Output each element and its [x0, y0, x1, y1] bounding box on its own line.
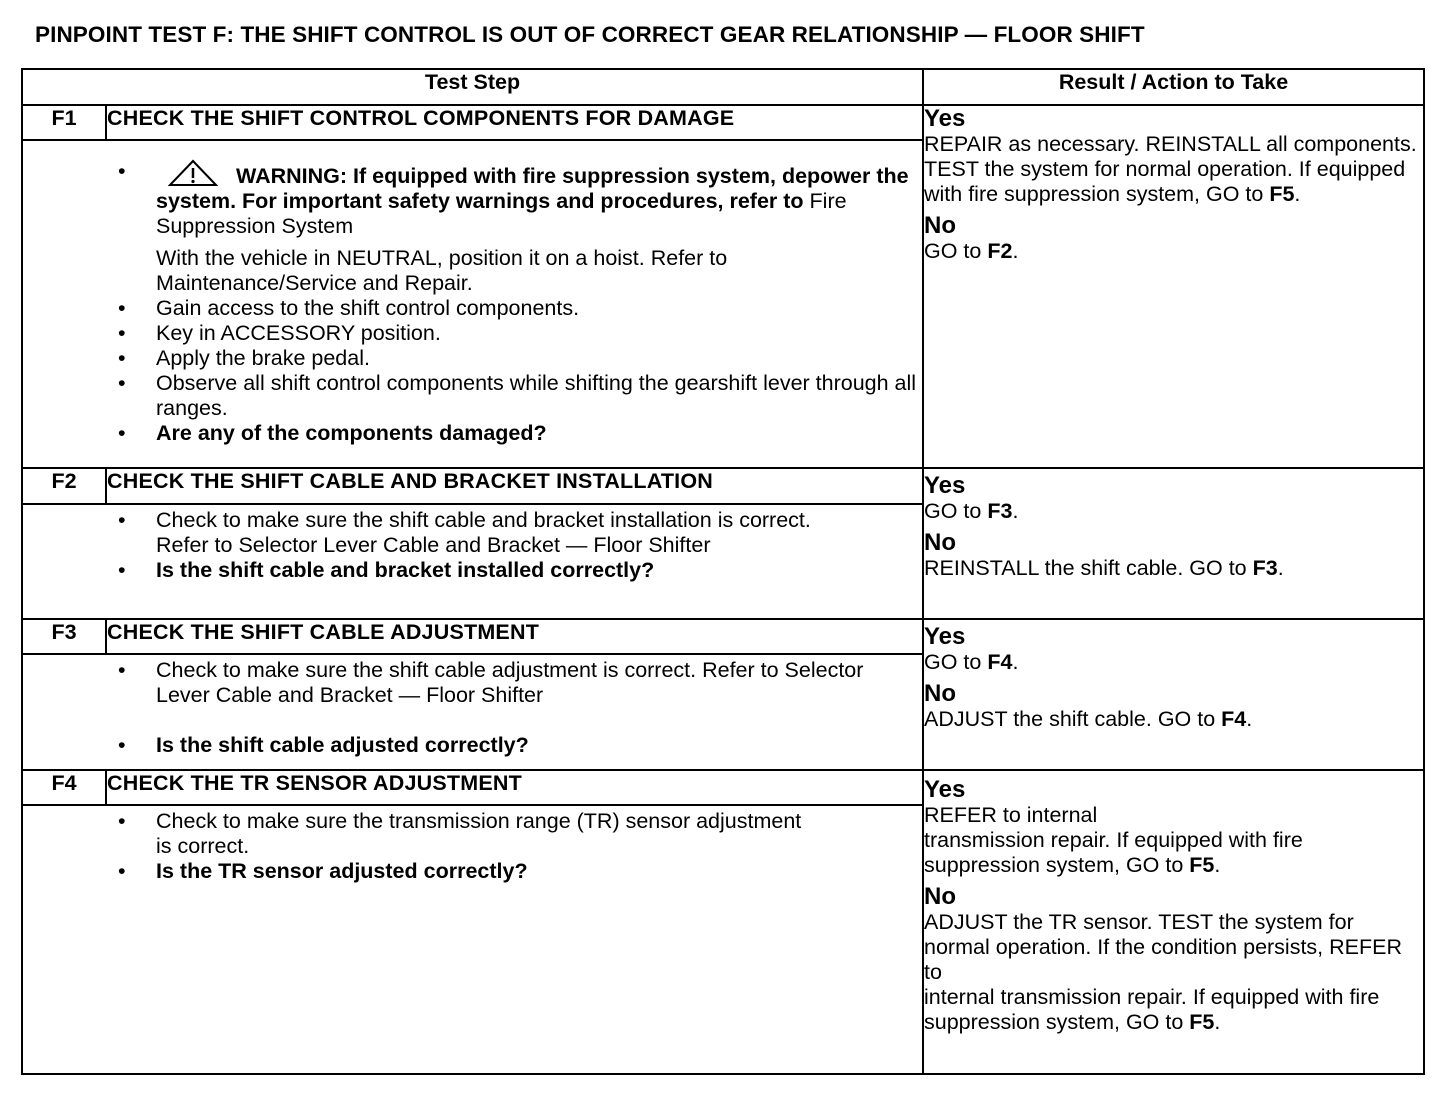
question-item: [23, 558, 922, 583]
no-label-f1: No: [924, 212, 956, 240]
bullet: •: [118, 321, 126, 346]
result-f4: [923, 770, 1424, 1074]
step-question-f2: Is the shift cable and bracket installed correctly?: [156, 557, 655, 582]
step-text: Observe all shift control components while shifting the gearshift lever through all ranges.: [156, 371, 917, 421]
no-text-f2: REINSTALL the shift cable. GO to: [924, 556, 1247, 581]
no-label-f4: No: [924, 883, 956, 911]
bullet: •: [118, 557, 126, 582]
step-heading-f1: CHECK THE SHIFT CONTROL COMPONENTS FOR DAMAGE: [106, 105, 923, 140]
bullet: •: [118, 733, 126, 758]
no-ref-f3: F4: [1221, 707, 1247, 732]
step-heading-f3: CHECK THE SHIFT CABLE ADJUSTMENT: [106, 619, 923, 654]
step-id-f2: F2: [22, 468, 106, 503]
yes-text-f3: GO to: [924, 650, 982, 675]
table-header-row: [22, 69, 1424, 105]
step-body-f4: [22, 805, 923, 1074]
step-id-f4: F4: [22, 770, 106, 805]
step-heading-f4: CHECK THE TR SENSOR ADJUSTMENT: [106, 770, 923, 805]
yes-action-f2: GO to F3.: [924, 499, 1019, 524]
step-body-f3: [22, 654, 923, 770]
bullet: •: [118, 346, 126, 371]
bullet: •: [118, 859, 126, 884]
step-text: Check to make sure the shift cable adjustment is correct. Refer to Selector Lever Cable and Bracket — Floor Shifter: [156, 658, 864, 708]
bullet: •: [118, 421, 126, 446]
step-text: Apply the brake pedal.: [156, 346, 370, 371]
result-f3: [923, 619, 1424, 770]
yes-label-f1: Yes: [924, 105, 966, 133]
step-text: Check to make sure the shift cable and bracket installation is correct. Refer to Selector Lever Cable and Bracket — Floor Shifter: [156, 507, 811, 557]
list-item: [23, 658, 922, 708]
bullet: •: [118, 296, 126, 321]
no-ref-f4: F5: [1189, 1010, 1215, 1035]
no-text-f3: ADJUST the shift cable. GO to: [924, 707, 1216, 732]
step-f2-heading-row: [22, 468, 1424, 503]
no-text-f4: internal transmission repair. If equipped with fire suppression system, GO to: [924, 985, 1380, 1035]
step-text: Gain access to the shift control components.: [156, 296, 580, 321]
list-item: [23, 371, 922, 421]
list-item: [23, 321, 922, 346]
no-label-f3: No: [924, 680, 956, 708]
yes-action-f4-line1: REFER to internal: [924, 803, 1098, 828]
bullet: •: [118, 658, 126, 683]
list-item: [23, 508, 922, 558]
test-step-header: Test Step: [22, 69, 923, 105]
yes-ref-f1: F5: [1269, 182, 1295, 207]
no-text-f1: GO to: [924, 239, 982, 264]
warning-triangle-icon: [168, 159, 218, 187]
bullet: •: [118, 507, 126, 532]
warning-label: WARNING: [236, 164, 340, 189]
step-text: Check to make sure the transmission range (TR) sensor adjustment is correct.: [156, 809, 802, 859]
yes-text-f1: REPAIR as necessary. REINSTALL all components. TEST the system for normal operation. If equipped with fire suppression system, GO to: [924, 132, 1417, 207]
bullet: •: [118, 371, 126, 396]
no-ref-f1: F2: [987, 239, 1013, 264]
yes-text-f4: transmission repair. If equipped with fire suppression system, GO to: [924, 828, 1303, 878]
warning-item-f1: [23, 159, 922, 239]
step-body-f2: [22, 504, 923, 620]
yes-label-f4: Yes: [924, 776, 966, 804]
yes-ref-f3: F4: [987, 650, 1013, 675]
question-item: [23, 733, 922, 758]
yes-text-f2: GO to: [924, 499, 982, 524]
yes-label-f3: Yes: [924, 623, 966, 651]
result-f1: [923, 105, 1424, 468]
step-f1-heading-row: [22, 105, 1424, 140]
yes-ref-f2: F3: [987, 499, 1013, 524]
result-header: Result / Action to Take: [923, 69, 1424, 105]
yes-action-f4: transmission repair. If equipped with fire suppression system, GO to F5.: [924, 828, 1303, 878]
step-text: Key in ACCESSORY position.: [156, 321, 441, 346]
step-body-f1: [22, 140, 923, 468]
yes-label-f2: Yes: [924, 472, 966, 500]
step-f4-heading-row: [22, 770, 1424, 805]
no-action-f4-line1: ADJUST the TR sensor. TEST the system for normal operation. If the condition persists, REFER to: [924, 910, 1402, 985]
yes-ref-f4: F5: [1189, 853, 1215, 878]
no-action-f4: internal transmission repair. If equipped with fire suppression system, GO to F5.: [924, 985, 1380, 1035]
warning-ref: Fire Suppression System: [156, 189, 847, 239]
bullet: •: [118, 159, 126, 184]
bullet: •: [118, 809, 126, 834]
step-heading-f2: CHECK THE SHIFT CABLE AND BRACKET INSTALLATION: [106, 468, 923, 503]
step-note-f1: With the vehicle in NEUTRAL, position it on a hoist. Refer to Maintenance/Service and Repair.: [156, 246, 728, 296]
list-item: [23, 346, 922, 371]
step-f3-heading-row: [22, 619, 1424, 654]
list-item: [23, 809, 922, 859]
warning-text: : If equipped with fire suppression system, depower the system. For important safety warnings and procedures, refer to: [156, 164, 909, 214]
no-action-f3: ADJUST the shift cable. GO to F4.: [924, 707, 1253, 732]
no-action-f1: GO to F2.: [924, 239, 1019, 264]
step-question-f4: Is the TR sensor adjusted correctly?: [156, 859, 528, 884]
step-id-f1: F1: [22, 105, 106, 140]
step-question-f3: Is the shift cable adjusted correctly?: [156, 733, 529, 758]
no-label-f2: No: [924, 529, 956, 557]
no-ref-f2: F3: [1252, 556, 1278, 581]
question-item: [23, 421, 922, 446]
pinpoint-test-table: [21, 68, 1425, 1075]
yes-action-f3: GO to F4.: [924, 650, 1019, 675]
step-question-f1: Are any of the components damaged?: [156, 421, 547, 446]
question-item: [23, 859, 922, 884]
page-title: PINPOINT TEST F: THE SHIFT CONTROL IS OUT OF CORRECT GEAR RELATIONSHIP — FLOOR SHIFT: [35, 22, 1145, 47]
list-item: [23, 296, 922, 321]
yes-action-f1: REPAIR as necessary. REINSTALL all components. TEST the system for normal operation. If equipped with fire suppression system, GO to F5.: [924, 132, 1417, 207]
step-id-f3: F3: [22, 619, 106, 654]
result-f2: [923, 468, 1424, 619]
no-action-f2: REINSTALL the shift cable. GO to F3.: [924, 556, 1284, 581]
